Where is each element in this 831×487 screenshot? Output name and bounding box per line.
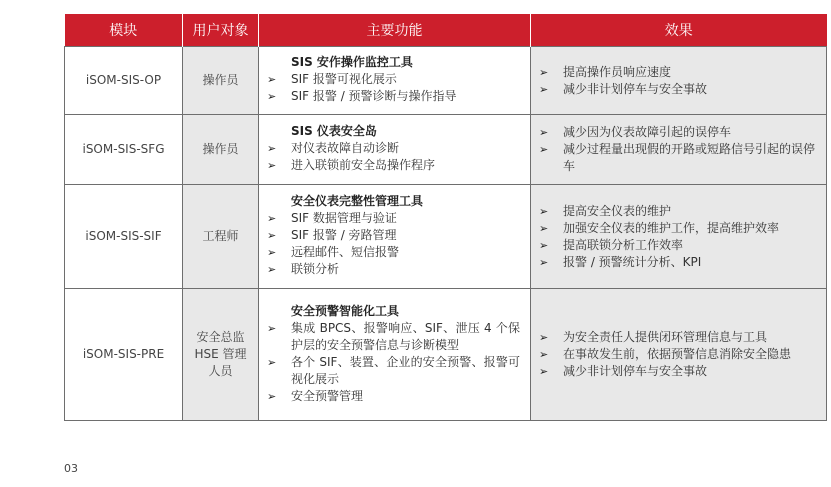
function-item-text: 对仪表故障自动诊断 (291, 141, 400, 155)
table-row (65, 185, 827, 289)
arrow-icon: ➢ (267, 229, 277, 242)
arrow-icon: ➢ (267, 321, 277, 335)
function-cell (259, 185, 531, 289)
function-item (267, 157, 520, 174)
arrow-icon: ➢ (267, 142, 277, 155)
effect-item (539, 237, 816, 254)
effect-item (539, 220, 816, 237)
function-item-text: 各个 SIF、装置、企业的安全预警、报警可视化展示 (291, 354, 520, 386)
effect-cell (531, 115, 827, 185)
effect-item (539, 346, 816, 363)
header-effect: 效果 (531, 14, 827, 47)
header-module: 模块 (65, 14, 183, 47)
function-item-text: SIF 报警 / 预警诊断与操作指导 (291, 89, 457, 103)
effect-item-text: 提高安全仪表的维护 (563, 203, 672, 218)
effect-item-text: 减少过程量出现假的开路或短路信号引起的误停车 (563, 142, 816, 173)
function-item (267, 210, 520, 227)
effect-cell (531, 47, 827, 115)
effect-item (539, 81, 816, 98)
arrow-icon: ➢ (539, 255, 549, 269)
function-item-text: SIF 报警 / 旁路管理 (291, 228, 397, 242)
function-item-text: 联锁分析 (291, 262, 340, 276)
function-item (267, 388, 520, 405)
page-number: 03 (64, 462, 78, 475)
function-item (267, 261, 520, 278)
effect-item (539, 64, 816, 81)
effect-item (539, 329, 816, 346)
arrow-icon: ➢ (539, 348, 549, 361)
function-item (267, 71, 520, 88)
effect-item (539, 141, 816, 175)
effect-cell (531, 289, 827, 421)
function-title: SIS 仪表安全岛 (291, 124, 377, 138)
table-row (65, 47, 827, 115)
table-row (65, 289, 827, 421)
table-row (65, 115, 827, 185)
arrow-icon: ➢ (267, 90, 277, 103)
arrow-icon: ➢ (539, 143, 549, 156)
user-cell: 安全总监 HSE 管理人员 (183, 289, 259, 421)
module-cell: iSOM-SIS-PRE (65, 289, 183, 421)
function-item-text: 进入联锁前安全岛操作程序 (291, 158, 436, 172)
effect-item-text: 加强安全仪表的维护工作，提高维护效率 (563, 220, 780, 235)
arrow-icon: ➢ (539, 221, 549, 235)
arrow-icon: ➢ (267, 159, 277, 172)
arrow-icon: ➢ (267, 389, 277, 403)
effect-item-text: 减少非计划停车与安全事故 (563, 81, 708, 96)
function-item-text: SIF 报警可视化展示 (291, 72, 397, 86)
table-header-row (65, 14, 827, 47)
function-table (64, 14, 827, 421)
arrow-icon: ➢ (539, 331, 549, 344)
function-cell (259, 115, 531, 185)
arrow-icon: ➢ (539, 82, 549, 96)
effect-item-text: 减少非计划停车与安全事故 (563, 364, 708, 378)
function-cell (259, 47, 531, 115)
function-cell (259, 289, 531, 421)
arrow-icon: ➢ (267, 73, 277, 86)
module-cell: iSOM-SIS-SFG (65, 115, 183, 185)
function-title: 安全预警智能化工具 (291, 303, 400, 318)
arrow-icon: ➢ (267, 263, 277, 276)
effect-item-text: 减少因为仪表故障引起的误停车 (563, 125, 732, 139)
function-item (267, 320, 520, 354)
arrow-icon: ➢ (267, 246, 277, 259)
module-cell: iSOM-SIS-SIF (65, 185, 183, 289)
arrow-icon: ➢ (539, 126, 549, 139)
function-item (267, 227, 520, 244)
user-cell: 工程师 (183, 185, 259, 289)
effect-item-text: 提高操作员响应速度 (563, 64, 672, 79)
function-title: 安全仪表完整性管理工具 (291, 194, 424, 208)
module-cell: iSOM-SIS-OP (65, 47, 183, 115)
arrow-icon: ➢ (539, 365, 549, 378)
effect-item (539, 203, 816, 220)
arrow-icon: ➢ (267, 212, 277, 225)
function-item (267, 354, 520, 388)
effect-item-text: 提高联锁分析工作效率 (563, 237, 684, 252)
function-item-text: 远程邮件、短信报警 (291, 245, 400, 259)
effect-item-text: 为安全责任人提供闭环管理信息与工具 (563, 330, 768, 344)
function-item (267, 244, 520, 261)
header-user: 用户对象 (183, 14, 259, 47)
effect-item (539, 124, 816, 141)
arrow-icon: ➢ (539, 65, 549, 79)
function-title: SIS 安作操作监控工具 (291, 55, 413, 69)
effect-cell (531, 185, 827, 289)
function-item (267, 88, 520, 105)
function-item-text: 安全预警管理 (291, 388, 364, 403)
table-body (65, 47, 827, 421)
effect-item (539, 254, 816, 271)
user-cell: 操作员 (183, 47, 259, 115)
header-function: 主要功能 (259, 14, 531, 47)
function-item-text: 集成 BPCS、报警响应、SIF、泄压 4 个保护层的安全预警信息与诊断模型 (291, 320, 520, 352)
effect-item-text: 报警 / 预警统计分析、KPI (563, 254, 702, 269)
arrow-icon: ➢ (267, 355, 277, 369)
arrow-icon: ➢ (539, 238, 549, 252)
effect-item (539, 363, 816, 380)
effect-item-text: 在事故发生前，依据预警信息消除安全隐患 (563, 347, 792, 361)
arrow-icon: ➢ (539, 204, 549, 218)
user-cell: 操作员 (183, 115, 259, 185)
function-item-text: SIF 数据管理与验证 (291, 211, 397, 225)
function-item (267, 140, 520, 157)
